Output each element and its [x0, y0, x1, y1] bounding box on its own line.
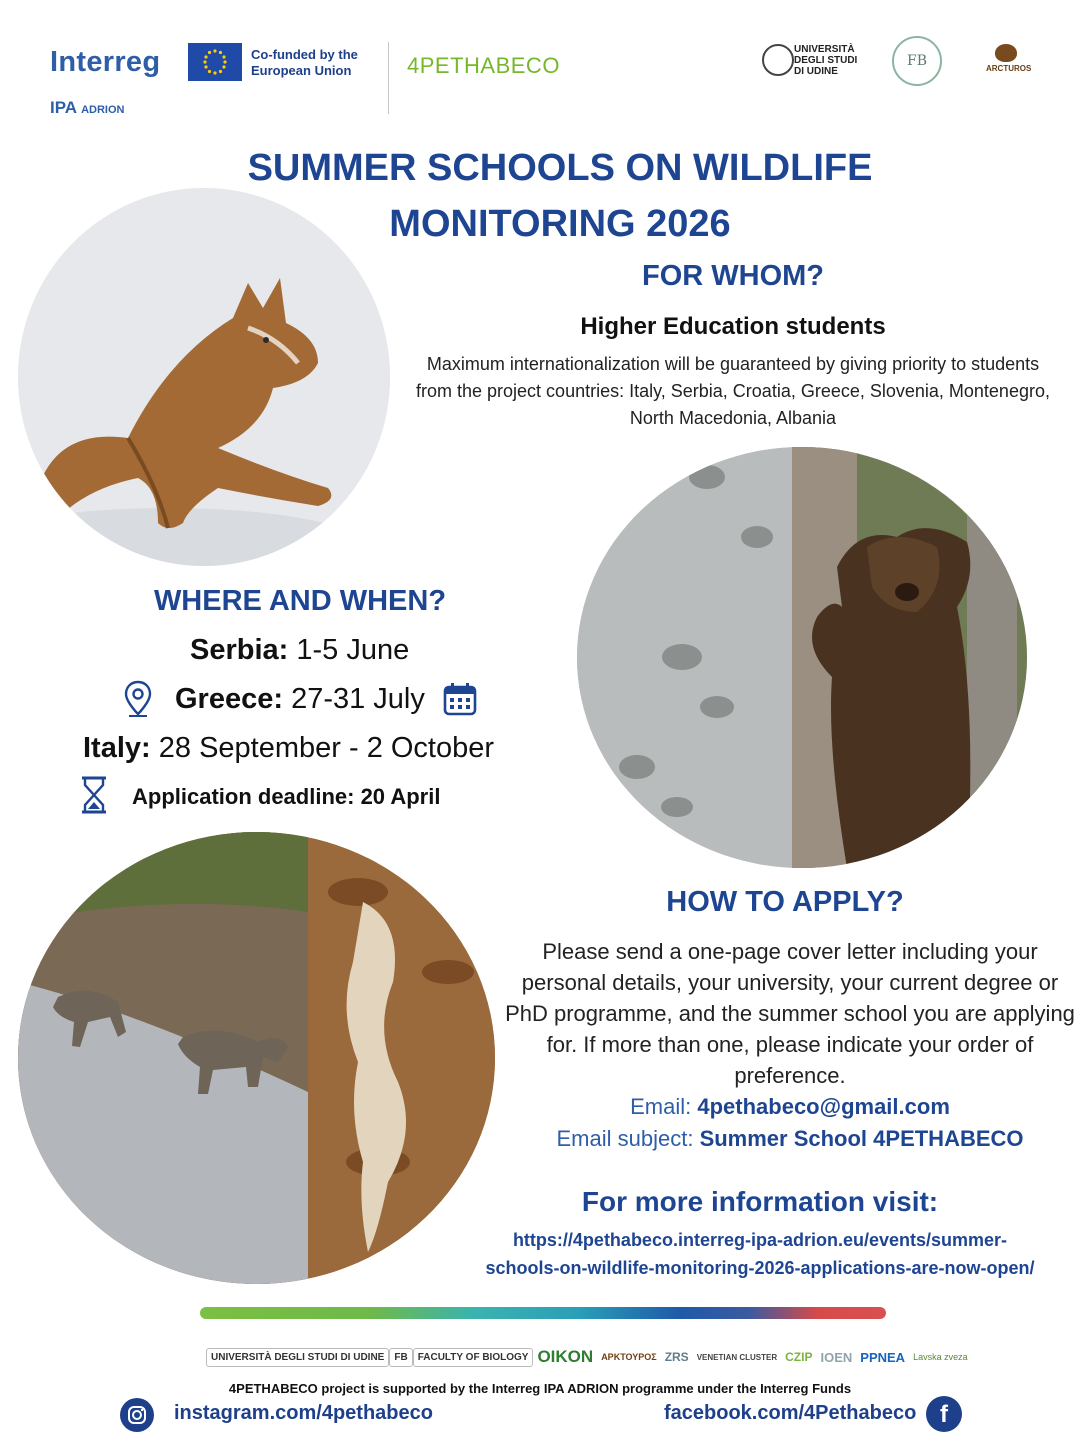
- partner-logo: IOEN: [820, 1349, 853, 1365]
- email-subject-line: [505, 1126, 1075, 1152]
- email-subject-value: Summer School 4PETHABECO: [699, 1126, 1024, 1151]
- email-line: [505, 1094, 1075, 1120]
- location-country: Greece:: [175, 683, 284, 715]
- adrion-label: ADRION: [81, 104, 125, 116]
- eu-flag-icon: [188, 43, 242, 81]
- header-divider: [388, 42, 389, 114]
- location-dates: 1-5 June: [296, 634, 410, 666]
- title-line-1: SUMMER SCHOOLS ON WILDLIFE: [247, 147, 873, 189]
- facebook-icon[interactable]: f: [926, 1396, 962, 1432]
- color-divider-bar: [200, 1307, 886, 1319]
- how-to-apply-heading: HOW TO APPLY?: [666, 886, 904, 918]
- bear-photo: [577, 447, 1027, 868]
- lynx-photo: [18, 188, 390, 566]
- email-link[interactable]: 4pethabeco@gmail.com: [697, 1094, 950, 1119]
- location-dates: 28 September - 2 October: [158, 732, 495, 764]
- location-country: Serbia:: [190, 634, 289, 666]
- apply-instructions: Please send a one-page cover letter including your personal details, your university, your current degree or PhD programme, and the summer school you are applying for. If more than one, please indicate your order of preference.: [505, 939, 1075, 1088]
- interreg-logo-text: Interreg: [50, 46, 161, 78]
- info-url-line-1[interactable]: https://4pethabeco.interreg-ipa-adrion.eu/events/summer-: [512, 1230, 1008, 1250]
- instagram-link[interactable]: instagram.com/4pethabeco: [174, 1402, 433, 1424]
- cofunded-text: Co-funded by the European Union: [251, 47, 358, 78]
- application-deadline: Application deadline: 20 April: [132, 784, 441, 809]
- email-subject-label: Email subject:: [556, 1126, 694, 1151]
- internationalization-text: Maximum internationalization will be guaranteed by giving priority to students from the project countries: Italy, Serbia, Croatia, Greece, Slovenia, Montenegro, North Macedonia, Albania: [416, 354, 1050, 428]
- location-dates: 27-31 July: [291, 683, 425, 715]
- partner-logo: PPNEA: [860, 1349, 906, 1365]
- udine-seal-icon: [762, 44, 794, 76]
- info-url-line-2[interactable]: schools-on-wildlife-monitoring-2026-applications-are-now-open/: [485, 1258, 1035, 1278]
- arcturos-logo: [986, 44, 1032, 80]
- location-greece: [175, 683, 425, 716]
- udine-logo-text: UNIVERSITÀ DEGLI STUDI DI UDINE: [794, 44, 858, 77]
- ipa-adrion-logo: [50, 98, 124, 118]
- email-label: Email:: [630, 1094, 692, 1119]
- more-info-heading: For more information visit:: [581, 1186, 939, 1217]
- arcturos-logo-text: ARCTUROS: [986, 64, 1032, 73]
- partner-logo: OIKON: [537, 1347, 594, 1366]
- partner-logo: ZRS: [664, 1350, 689, 1364]
- wolf-photo: [18, 832, 495, 1284]
- partner-logo: FB: [389, 1348, 412, 1367]
- where-when-heading: WHERE AND WHEN?: [153, 585, 447, 617]
- instagram-icon[interactable]: [120, 1398, 154, 1432]
- partner-logo: Lavska zveza: [913, 1352, 968, 1362]
- fb-logo: FB: [892, 36, 942, 86]
- info-url-link[interactable]: [430, 1226, 1080, 1282]
- bear-head-icon: [995, 44, 1017, 62]
- title-line-2: MONITORING 2026: [389, 203, 731, 245]
- partner-logo: FACULTY OF BIOLOGY: [413, 1348, 534, 1367]
- for-whom-heading: FOR WHOM?: [641, 260, 824, 292]
- project-name: 4PETHABECO: [407, 53, 560, 78]
- partner-logo: CZIP: [785, 1350, 813, 1364]
- hourglass-icon: [80, 776, 108, 814]
- location-serbia: [190, 634, 409, 667]
- support-statement: 4PETHABECO project is supported by the Interreg IPA ADRION programme under the Interreg Funds: [228, 1381, 852, 1396]
- calendar-icon: [443, 682, 477, 716]
- location-italy: [83, 732, 494, 765]
- location-country: Italy:: [83, 732, 151, 764]
- facebook-link[interactable]: facebook.com/4Pethabeco: [664, 1402, 917, 1424]
- ipa-label: IPA: [50, 98, 78, 117]
- partner-logo: ΑΡΚΤΟΥΡΟΣ: [601, 1352, 657, 1362]
- audience-text: Higher Education students: [580, 313, 886, 340]
- partner-logo: UNIVERSITÀ DEGLI STUDI DI UDINE: [206, 1348, 389, 1367]
- location-pin-icon: [123, 680, 153, 718]
- partner-logo: VENETIAN CLUSTER: [696, 1352, 778, 1362]
- partner-logos: [206, 1340, 968, 1374]
